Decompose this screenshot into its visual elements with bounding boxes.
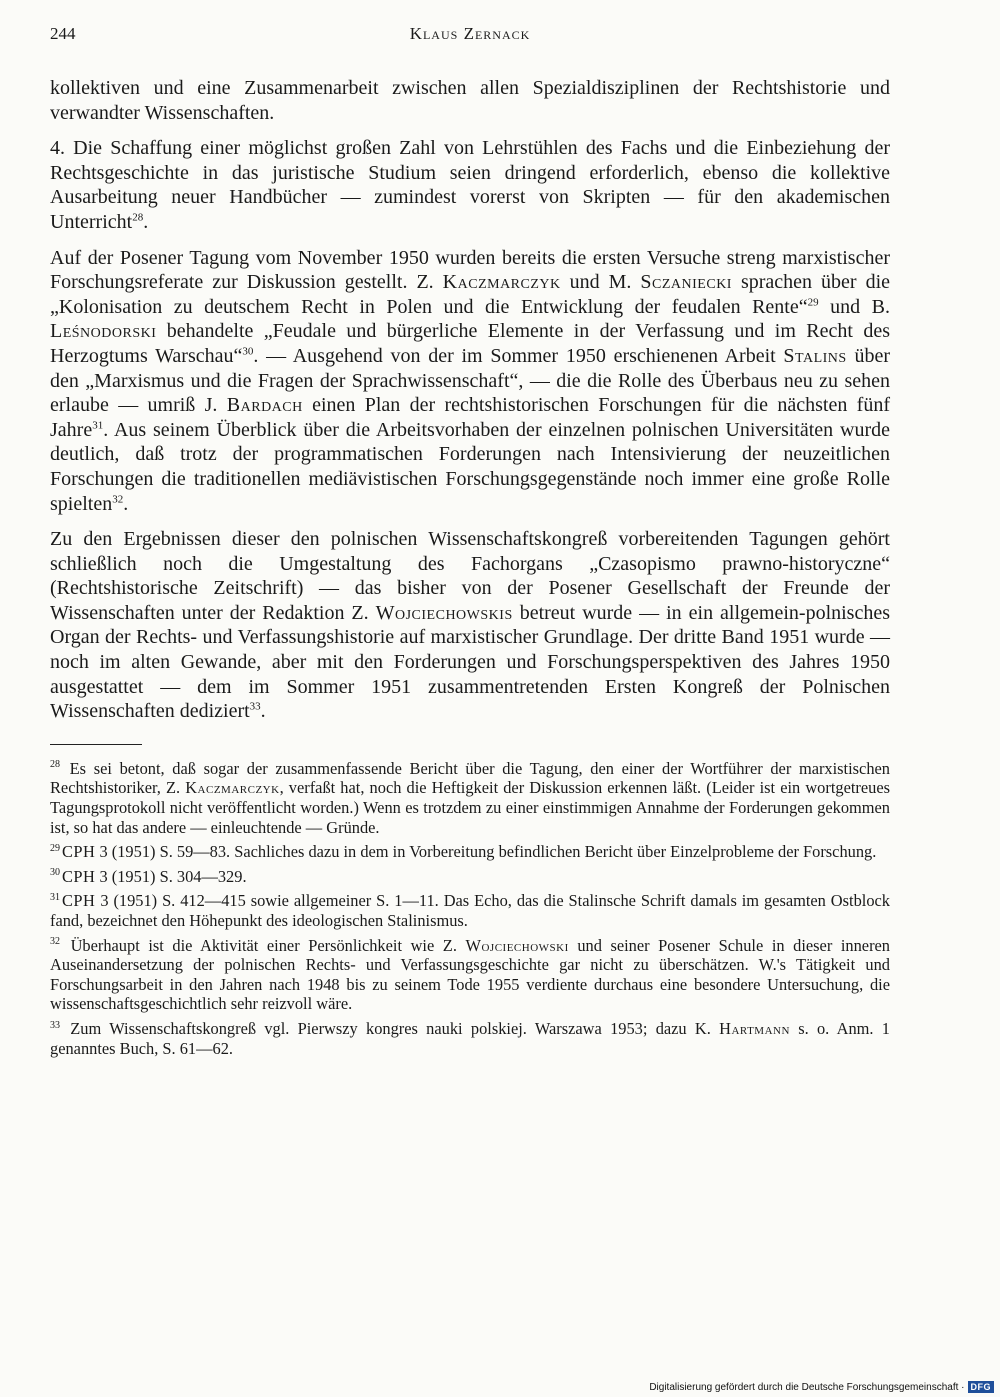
page [50,24,890,1063]
paragraph-4-text-b: betreut wurde — in ein allgemein-polnisches Organ der Rechts- und Verfassungshistorie auf marxistischer Grundlage. Der dritte Band 1951 wurde — noch im alten Gewande, aber mit den Forderungen und Forschungsperspektiven des Jahres 1950 ausgestattet — dem im Sommer 1951 zusammentretenden Ersten Kongreß der Polnischen Wissenschaften dediziert [50,601,891,723]
footnote-30 [50,867,890,887]
paragraph-1 [50,76,890,125]
author-name: Wojciechowskis [375,601,513,624]
paragraph-3-text-h: einen Plan der rechtshistorischen Forschungen für die nächsten fünf Jahre [50,394,890,441]
footnote-number: 28 [50,759,60,771]
footnote-ref-28[interactable]: 28 [132,211,144,224]
paragraph-3 [50,246,890,517]
footnote-32 [50,936,890,1014]
footnote-divider [50,744,142,745]
author-name: Leśnodorski [50,320,157,343]
paragraph-3-text-j: . [123,492,129,515]
page-header [50,24,890,56]
author-name: Wojciechowski [465,935,569,955]
paragraph-2 [50,136,890,234]
footnote-ref-29[interactable]: 29 [807,296,819,309]
paragraph-3-text-a: Auf der Posener Tagung vom November 1950 wurden bereits die ersten Versuche streng marxistischer Forschungsreferate zur Diskussion gestellt. Z. [50,246,890,294]
journal-abbreviation: CPH [62,891,96,911]
paragraph-3-text-b: und M. [560,271,641,294]
author-name: Kaczmarczyk [185,778,280,798]
footnote-text: 3 (1951) S. 412—415 sowie allgemeiner S. 1—11. Das Echo, das die Stalinsche Schrift damals im gesamten Ostblock fand, bezeichnet den Höhepunkt des ideologischen Stalinismus. [50,891,890,930]
author-name: Sczaniecki [640,271,732,294]
footnote-text: Zum Wissenschaftskongreß vgl. Pierwszy kongres nauki polskiej. Warszawa 1953; dazu K. [62,1018,720,1038]
journal-abbreviation: CPH [62,842,96,862]
footnote-text: 3 (1951) S. 59—83. Sachliches dazu in dem in Vorbereitung befindlichen Bericht über Einzelprobleme der Forschung. [95,842,877,862]
digitization-credit [649,1381,994,1393]
footnote-ref-32[interactable]: 32 [112,492,124,505]
paragraph-4-text-a: Zu den Ergebnissen dieser den polnischen Wissenschaftskongreß vorbereitenden Tagungen gehört schließlich noch die Umgestaltung des Fachorgans „Czasopismo prawno-historyczne“ (Rechtshistorische Zeitschrift) — das bisher von der Posener Gesellschaft der Freunde der Wissenschaften unter der Redaktion Z. [50,528,890,624]
footnote-text: Es sei betont, daß sogar der zusammenfassende Bericht über die Tagung, den einer der Wortführer der marxistischen Rechtshistoriker, Z. [50,758,890,798]
footnotes [50,759,890,1058]
footnote-text: s. o. Anm. 1 genanntes Buch, S. 61—62. [50,1018,890,1058]
footnote-29 [50,842,890,862]
paragraph-3-text-d: und B. [818,295,890,318]
body-text [50,76,890,724]
paragraph-3-text-c: sprachen über die „Kolonisation zu deutschem Recht in Polen und die Entwicklung der feudalen Rente“ [50,271,890,318]
footnote-number: 30 [50,867,60,879]
footnote-ref-30[interactable]: 30 [242,345,254,358]
paragraph-2-end: . [143,210,149,233]
author-name: Hartmann [719,1018,790,1038]
paragraph-1-text: kollektiven und eine Zusammenarbeit zwischen allen Spezialdisziplinen der Rechtshistorie und verwandter Wissenschaften. [50,77,890,124]
footnote-28 [50,759,890,837]
journal-abbreviation: CPH [62,866,96,886]
footnote-number: 31 [50,891,60,903]
paragraph-3-text-g: über den „Marxismus und die Fragen der Sprachwissenschaft“, — die die Rolle des Überbaus neu zu sehen erlaube — umriß J. [50,344,890,417]
footnote-text: Überhaupt ist die Aktivität einer Persönlichkeit wie Z. [62,935,466,955]
page-number: 244 [50,24,76,43]
paragraph-2-text: 4. Die Schaffung einer möglichst großen Zahl von Lehrstühlen des Fachs und die Einbeziehung der Rechtsgeschichte in das juristische Studium seien dringend erforderlich, ebenso die kollektive Ausarbeitung neuer Handbücher — zumindest vorerst von Skripten — für den akademischen Unterricht [50,137,890,233]
paragraph-3-text-f: . — Ausgehend von der im Sommer 1950 erschienenen Arbeit [253,344,784,367]
footnote-text: und seiner Posener Schule in dieser inneren Auseinandersetzung der polnischen Rechts- und Verfassungsgeschichte gar nicht zu überschätzen. W.'s Tätigkeit und Forschungsarbeit in den Jahren nach 1948 bis zu seinem Tode 1955 verdiente durchaus eine besondere Untersuchung, die wissenschaftsgeschichtlich sehr reizvoll wäre. [50,935,890,1014]
dfg-logo: DFG [968,1381,995,1393]
author-name: Kaczmarczyk [442,271,561,294]
author-name: Bardach [226,394,303,417]
paragraph-4 [50,527,890,724]
paragraph-3-text-e: behandelte „Feudale und bürgerliche Elemente in der Verfassung und im Recht des Herzogtums Warschau“ [50,320,890,367]
footnote-ref-31[interactable]: 31 [92,419,104,432]
footnote-33 [50,1019,890,1058]
footnote-number: 32 [50,936,60,948]
author-name: Stalins [783,344,847,367]
footnote-number: 33 [50,1019,60,1031]
running-head: Klaus Zernack [409,24,531,43]
paragraph-4-text-c: . [260,700,266,723]
footnote-text: 3 (1951) S. 304—329. [95,866,247,886]
footnote-ref-33[interactable]: 33 [249,700,261,713]
footnote-text: , verfaßt hat, noch die Heftigkeit der Diskussion erkennen läßt. (Leider ist ein wortgetreues Tagungsprotokoll nicht veröffentlicht worden.) Wenn es trotzdem zu einer einstimmigen Annahme der Forderungen gekommen ist, so hat das andere — einleuchtende — Gründe. [50,778,890,837]
digitization-credit-text: Digitalisierung gefördert durch die Deutsche Forschungsgemeinschaft · [649,1381,965,1393]
paragraph-3-text-i: . Aus seinem Überblick über die Arbeitsvorhaben der einzelnen polnischen Universitäten wurde deutlich, daß trotz der programmatischen Forderungen nach Intensivierung der neuzeitlichen Forschungen die traditionellen mediävistischen Forschungsgegenstände noch immer eine große Rolle spielten [50,418,890,515]
footnote-number: 29 [50,842,60,854]
footnote-31 [50,891,890,930]
